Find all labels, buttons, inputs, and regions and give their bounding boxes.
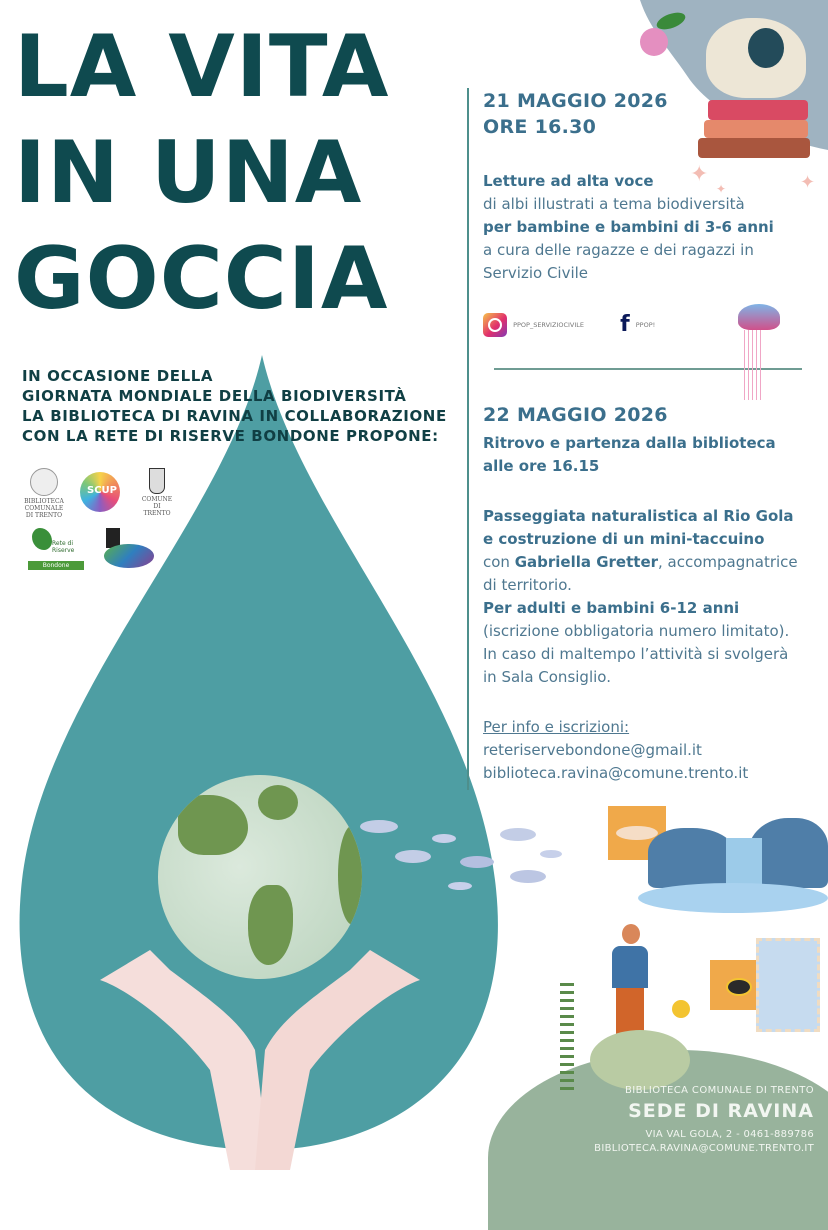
info-label: Per info e iscrizioni: (483, 718, 630, 736)
hands-illustration (90, 920, 430, 1170)
event-1-time: ORE 16.30 (483, 116, 597, 138)
event-2-guide-line: con Gabriella Gretter, accompagnatrice (483, 553, 798, 571)
event-2-meeting-line: alle ore 16.15 (483, 457, 600, 475)
event-2-audience: Per adulti e bambini 6-12 anni (483, 599, 740, 617)
logo-comune-trento (140, 468, 174, 517)
waterfall-rocks-illustration (648, 818, 828, 918)
instagram-handle[interactable]: PPOP_SERVIZIOCIVILE (513, 320, 584, 329)
contact-info (483, 716, 748, 785)
event-2-note: In caso di maltempo l’attività si svolgerà (483, 645, 789, 663)
event-2-meeting-line: Ritrovo e partenza dalla biblioteca (483, 434, 776, 452)
facebook-icon[interactable]: f (620, 312, 630, 337)
intro-line: GIORNATA MONDIALE DELLA BIODIVERSITÀ (22, 387, 407, 405)
logo-label: COMUNE DI TRENTO (141, 496, 173, 517)
title-line-3: GOCCIA (14, 229, 389, 329)
column-divider (467, 88, 469, 790)
event-1-text: a cura delle ragazze e dei ragazzi in (483, 241, 754, 259)
footer-library: BIBLIOTECA COMUNALE DI TRENTO (625, 1085, 814, 1096)
sparkle-icon: ✦ (800, 172, 816, 193)
title-line-1: LA VITA (14, 17, 390, 117)
logo-label: Rete di Riserve (52, 540, 75, 554)
event-2-meeting (483, 432, 776, 478)
intro-text (22, 366, 447, 446)
guide-name: Gabriella Gretter (514, 553, 659, 571)
event-1-audience: per bambine e bambini di 3-6 anni (483, 218, 774, 236)
elephant-illustration (706, 18, 806, 98)
seal-icon (30, 468, 58, 496)
footer-email[interactable]: BIBLIOTECA.RAVINA@COMUNE.TRENTO.IT (594, 1143, 814, 1154)
footer-street-phone: VIA VAL GOLA, 2 - 0461-889786 (645, 1129, 814, 1140)
intro-line: IN OCCASIONE DELLA (22, 367, 214, 385)
jellyfish-illustration (738, 304, 780, 400)
event-2-note: (iscrizione obbligatoria numero limitato). (483, 622, 790, 640)
email-rete-riserve[interactable]: reteriservebondone@gmail.it (483, 741, 702, 759)
event-1-title: Letture ad alta voce (483, 172, 654, 190)
intro-line: CON LA RETE DI RISERVE BONDONE PROPONE: (22, 427, 439, 445)
event-1-text: Servizio Civile (483, 264, 589, 282)
logo-label: SCUP (87, 485, 117, 496)
event-2-text: di territorio. (483, 576, 572, 594)
sparkle-icon: ✦ (690, 162, 709, 187)
footer-branch: SEDE DI RAVINA (628, 1100, 814, 1122)
title-line-2: IN UNA (14, 123, 363, 223)
coat-of-arms-icon (149, 468, 165, 494)
logo-label: BIBLIOTECA COMUNALE DI TRENTO (24, 498, 64, 519)
landscape-icon (104, 544, 154, 568)
plant-stamp-illustration (756, 938, 820, 1032)
event-2-description (483, 505, 798, 689)
logo-biblioteca-comunale (22, 468, 66, 519)
event-2-note: in Sala Consiglio. (483, 668, 611, 686)
logo-scup (80, 472, 120, 512)
facebook-handle[interactable]: PPOP! (635, 320, 656, 329)
event-1 (483, 88, 668, 140)
event-2-date: 22 MAGGIO 2026 (483, 404, 668, 426)
event-2 (483, 402, 668, 428)
logo-riserva (104, 528, 154, 570)
clover-icon (32, 528, 52, 550)
books-stack-illustration (708, 100, 810, 158)
event-2-activity: e costruzione di un mini-taccuino (483, 530, 765, 548)
sparkle-icon: ✦ (716, 182, 727, 196)
plants-illustration (560, 980, 690, 1090)
logo-rete-riserve (28, 528, 84, 570)
event-1-date: 21 MAGGIO 2026 (483, 90, 668, 112)
scup-logo-icon (80, 472, 120, 512)
logo-sublabel: Bondone (28, 561, 84, 570)
email-biblioteca[interactable]: biblioteca.ravina@comune.trento.it (483, 764, 749, 782)
footer-address (594, 1085, 814, 1156)
event-2-activity: Passeggiata naturalistica al Rio Gola (483, 507, 794, 525)
event-1-text: di albi illustrati a tema biodiversità (483, 195, 745, 213)
instagram-icon[interactable] (483, 313, 507, 337)
social-links (483, 312, 655, 337)
intro-line: LA BIBLIOTECA DI RAVINA IN COLLABORAZIONE (22, 407, 447, 425)
event-1-description (483, 170, 774, 285)
clover-flower-illustration (640, 14, 668, 56)
